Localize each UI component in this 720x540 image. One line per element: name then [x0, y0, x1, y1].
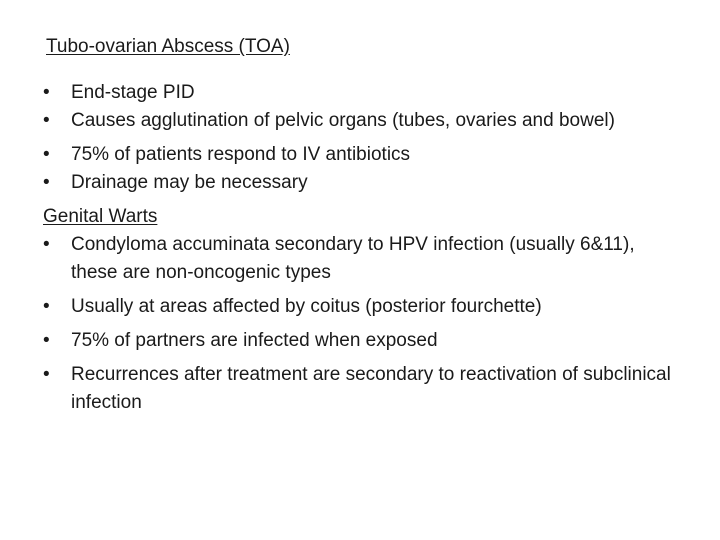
warts-list-item — [43, 293, 683, 321]
bullet-icon: • — [43, 364, 50, 385]
bullet-icon: • — [43, 296, 50, 317]
warts-list-item — [43, 361, 683, 417]
bullet-icon: • — [43, 330, 50, 351]
toa-list-item — [43, 107, 683, 135]
warts-item-text: 75% of partners are infected when exposed — [71, 330, 438, 351]
warts-item-text: Recurrences after treatment are secondary to reactivation of subclinical infection — [71, 364, 671, 413]
bullet-icon: • — [43, 110, 50, 131]
toa-item-text: 75% of patients respond to IV antibiotics — [71, 144, 411, 165]
toa-list-item — [43, 79, 683, 107]
warts-list-item — [43, 327, 683, 355]
warts-item-text: Condyloma accuminata secondary to HPV infection (usually 6&11), these are non-oncogenic types — [71, 234, 635, 283]
bullet-icon: • — [43, 144, 50, 165]
bullet-icon: • — [43, 172, 50, 193]
bullet-icon: • — [43, 234, 50, 255]
toa-bullet-list — [43, 79, 683, 197]
warts-bullet-list — [43, 231, 683, 417]
warts-item-text: Usually at areas affected by coitus (posterior fourchette) — [71, 296, 542, 317]
toa-list-item — [43, 141, 683, 169]
slide-content — [43, 79, 683, 417]
toa-heading: Tubo-ovarian Abscess (TOA) — [46, 36, 290, 57]
toa-list-item — [43, 169, 683, 197]
toa-item-text: Causes agglutination of pelvic organs (tubes, ovaries and bowel) — [71, 110, 615, 131]
warts-list-item — [43, 231, 683, 287]
toa-item-text: End-stage PID — [71, 82, 195, 103]
warts-heading: Genital Warts — [43, 206, 158, 227]
bullet-icon: • — [43, 82, 50, 103]
toa-item-text: Drainage may be necessary — [71, 172, 308, 193]
